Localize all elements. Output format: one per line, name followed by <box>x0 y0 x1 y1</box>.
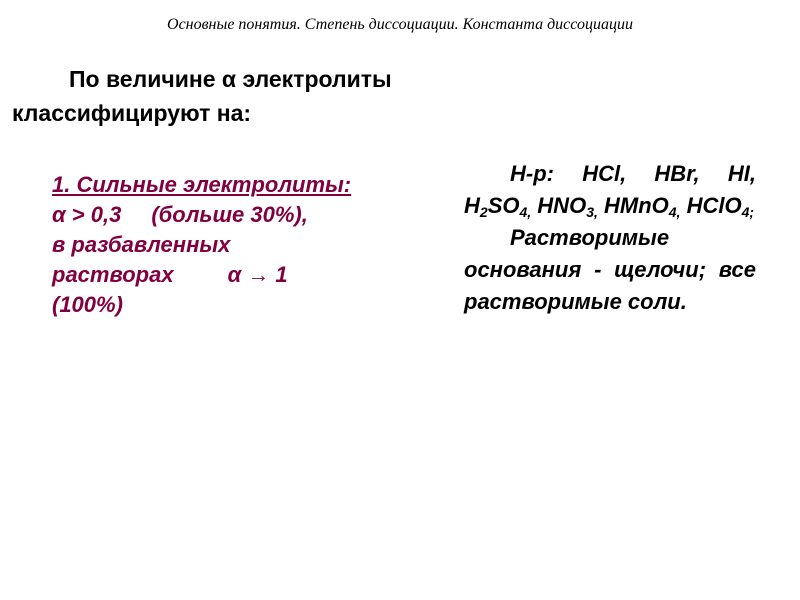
soluble-bases-paragraph: Растворимые основания - щелочи; все растворимые соли. <box>464 225 756 314</box>
alpha-limit: α → 1 <box>227 262 288 287</box>
dilute-label: в разбавленных <box>52 232 231 257</box>
examples-block <box>464 158 756 318</box>
formula-h2so4: $H_2SO_{4,}$ <box>464 193 532 220</box>
slide-header: Основные понятия. Степень диссоциации. Константа диссоциации <box>167 16 633 33</box>
acids-paragraph <box>464 158 756 222</box>
formula-hclo4: HClO$_{4;}$ <box>686 193 755 220</box>
strong-electrolytes-title: 1. Сильные электролиты: <box>52 172 352 197</box>
intro-text: По величине α электролиты классифицируют на: <box>12 66 392 126</box>
formula-hmno4: HMnO$_{4,}$ <box>604 193 681 220</box>
strong-electrolytes-block <box>52 170 387 320</box>
percent-condition: (больше 30%), <box>151 202 308 227</box>
limit-percent: (100%) <box>52 292 123 317</box>
alpha-condition: α > 0,3 <box>52 202 122 227</box>
solutions-row <box>52 260 387 290</box>
solutions-label: растворах <box>52 262 174 287</box>
acids-prefix: Н-р: HCl, HBr, HI, <box>510 161 756 186</box>
formula-hno3: $HNO_{3,}$ <box>537 193 598 220</box>
alpha-condition-row <box>52 200 387 230</box>
